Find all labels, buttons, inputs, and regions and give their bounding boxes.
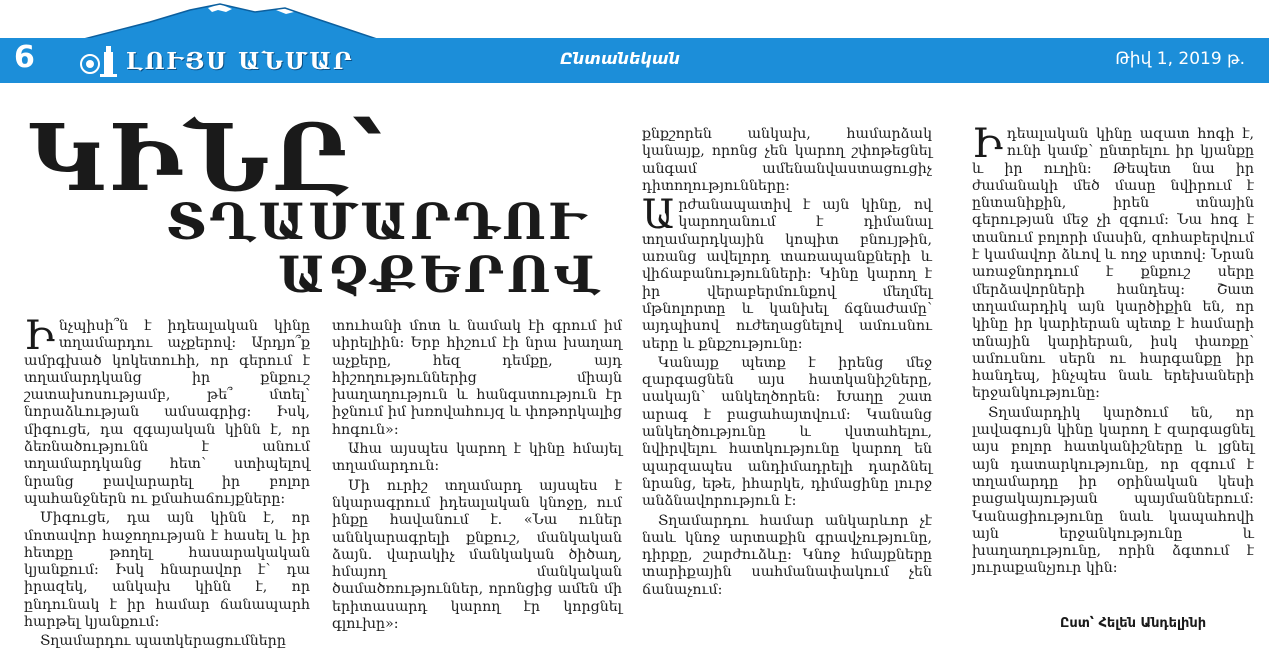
paragraph [972, 405, 1254, 578]
paragraph [642, 513, 932, 599]
drop-cap: Ի [24, 313, 55, 359]
logo-text: ԼՈՒՅՍ ԱՆՄԱՐ [126, 47, 354, 75]
paragraph-text: տուհանի մոտ և նամակ էի գրում իմ սիրելիին։ Երբ հիշում էի նրա խաղաղ աչքերը, հեզ դեմքը, այդ հիշողություններից միայն խաղաղություն և հանգստություն էր իջնում իմ խռովահույզ և փոթորկալից հոգուն»։ [332, 318, 622, 438]
paragraph [642, 126, 932, 195]
paragraph-text: Ահա այսպես կարող է կինը հմայել տղամարդուն։ [332, 441, 622, 475]
paragraph-text: Տղամարդու պատկերացումները [40, 633, 286, 650]
emblem-icon [80, 44, 120, 78]
article-title [24, 100, 620, 310]
article-column-2 [332, 318, 622, 635]
paragraph-text: քնքշորեն անկախ, համարձակ կանայք, որոնց չեն կարող շփոթեցնել անգամ ամենանվաստացուցիչ դիտողությունները։ [642, 126, 932, 194]
section-name: Ընտանեկան [560, 49, 680, 68]
paragraph-text: Մի ուրիշ տղամարդ այսպես է նկարագրում իդեալական կնոջը, ում ինքը հավանում է. «Նա ուներ աննկարագրելի քնքուշ, մանկական ձայն. վարակիչ մանկական ծիծաղ, հմայող մանկական ծամածռություններ, որոնցից ամեն մի երիտասարդ կարող էր կորցնել գլուխը»։ [332, 477, 622, 633]
paragraph [332, 318, 622, 439]
article-column-4 [972, 121, 1254, 580]
title-line-1: ԿԻՆԸ՝ [28, 104, 385, 212]
paragraph-text: նչպիսի՞ն է իդեալական կինը տղամարդու աչքերով։ Արդյո՞ք ամրգխած կոկետուհի, որ գերում է տղամարդկանց իր քնքուշ շատախոսությամբ, թե՞ մտել՝ նորաձևության ամսագրից։ Իսկ, միգուցե, դա զգայական կինն է, որ ձեռնածությունն է անում տղամարդկանց հետ՝ ստիպելով նրանց բավարարել իր բոլոր պահանջներն ու քմահաճույքները։ [24, 318, 310, 507]
paragraph [332, 441, 622, 476]
paragraph [24, 313, 310, 508]
paragraph [972, 121, 1254, 403]
drop-cap: Ի [972, 121, 1003, 167]
drop-cap: Ա [642, 192, 675, 239]
article-column-3 [642, 126, 932, 601]
page-number: 6 [14, 40, 35, 75]
paragraph-text: Միգուցե, դա այն կինն է, որ մոտավոր հաջողության է հասել և իր հետքը թողել հասարակական կյանքում։ Իսկ հնարավոր է՝ դա իրազեկ, անկախ կինն է, որ ընդունակ է իր համար ճանապարհ հարթել կյանքում։ [24, 510, 310, 631]
paragraph-text: Կանայք պետք է իրենց մեջ զարգացնեն այս հատկանիշները, սակայն՝ անկեղծորեն։ Խաղը շատ արագ է բացահայտվում։ Կանանց անկեղծությունը և վստահելու, նվիրվելու հատկությունը կարող են պարզապես անդիմադրելի դարձնել նրանց, եթե, իհարկե, դիմացինը լուրջ անձնավորություն է։ [642, 354, 932, 510]
article-column-1 [24, 313, 310, 653]
author-credit: Ըստ՝ Հելեն Անդելինի [1060, 616, 1207, 631]
paragraph-text: Տղամարդու համար անկարևոր չէ նաև կնոջ արտաքին գրավչությունը, դիրքը, շարժուձևը։ Կնոջ հմայքները տարիքային սահմանափակում չեն ճանաչում։ [642, 512, 932, 598]
paragraph-text: Տղամարդիկ կարծում են, որ լավագույն կինը կարող է զարգացնել այս բոլոր հատկանիշները և լցնել այն դատարկությունը, որ զգում է տղամարդը իր օրինական կեսի բացակայության պայմաններում։ Կանացիությունը նաև կապահովի այն երջանկությունը և խաղաղությունը, որին ձգտում է յուրաքանչյուր կին։ [972, 404, 1254, 577]
issue-info: Թիվ 1, 2019 թ. [1115, 49, 1245, 69]
newspaper-logo[interactable] [80, 42, 354, 80]
paragraph [642, 192, 932, 353]
title-line-3: ԱՉՔԵՐՈՎ [278, 245, 603, 304]
paragraph [642, 355, 932, 511]
paragraph [24, 633, 310, 650]
title-line-2: ՏՂԱՄԱՐԴՈՒ [166, 192, 588, 251]
header-band [0, 38, 1269, 83]
paragraph [332, 478, 622, 634]
paragraph-text: րժանապատիվ է այն կինը, ով կարողանում է դիմանալ տղամարդկային կոպիտ բնույթին, առանց ավելորդ տառապանքների և վիճաբանությունների։ Կինը կարող է իր վերաբերմունքով մեղմել մթնոլորտը և կանխել ճգնաժամը՝ այդպիսով ուժեղացնելով ամուսնու սերը և քնքշությունը։ [642, 197, 932, 352]
paragraph-text: դեալական կինը ազատ հոգի է, ունի կամք՝ ընտրելու իր կյանքը և իր ուղին։ Թեպետ նա իր ժամանակի մեծ մասը նվիրում է ընտանիքին, իրեն տնային գերության մեջ չի զգում։ Նա հոգ է տանում բոլորի մասին, զոհաբերվում է կամավոր ձևով և ողջ սրտով։ Նրան առաջնորդում է քնքուշ սերը մերձավորների հանդեպ։ Շատ տղամարդիկ այն կարծիքին են, որ կինը իր կարիերան պետք է համարի տնային կարիերան, իսկ փառքը՝ ամուսնու սերն ու հարգանքը իր հանդեպ, ինչպես նաև երեխաների երջանկությունը։ [972, 126, 1254, 402]
paragraph [24, 510, 310, 631]
